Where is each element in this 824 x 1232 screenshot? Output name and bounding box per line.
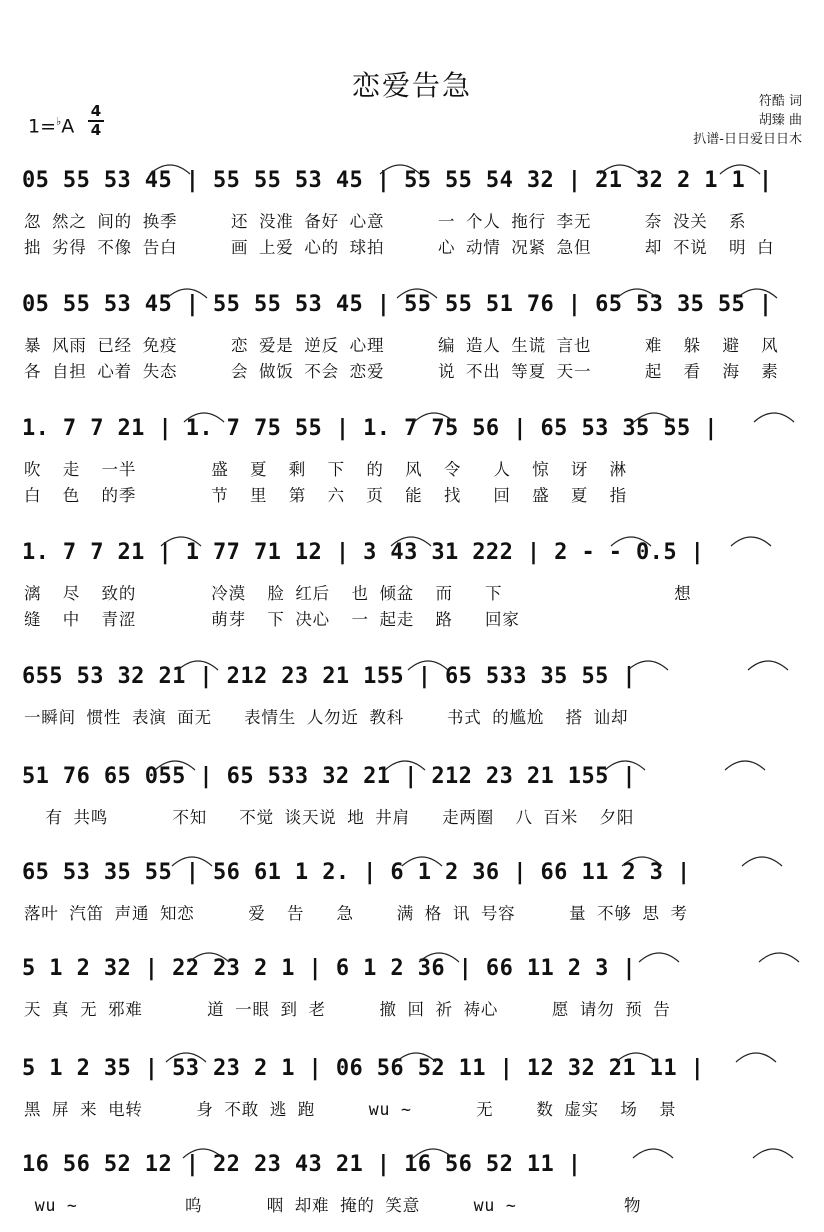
slur-marks (0, 1138, 824, 1162)
slur-arc (172, 857, 212, 866)
note-line: 5 1 2 32 | 22 23 2 1 | 6 1 2 36 | 66 11 2 3 | (22, 956, 637, 981)
lyric-line-1: 吹 走 一半 盛 夏 剩 下 的 风 令 人 惊 讶 淋 (24, 460, 627, 479)
transcriber: 扒谱-日日爱日日木 (693, 132, 802, 147)
composer: 胡臻 曲 (758, 113, 802, 128)
lyric-line-1: wu ~ 呜 咽 却难 掩的 笑意 wu ~ 物 (24, 1196, 642, 1215)
slur-arc (183, 1149, 223, 1158)
note-line: 16 56 52 12 | 22 23 43 21 | 16 56 52 11 | (22, 1152, 582, 1177)
lyric-line-2: 白 色 的季 节 里 第 六 页 能 找 回 盛 夏 指 (24, 486, 627, 505)
lyric-line-1: 漓 尽 致的 冷漠 脸 红后 也 倾盆 而 下 想 (24, 584, 692, 603)
note-line: 5 1 2 35 | 53 23 2 1 | 06 56 52 11 | 12 32 21 11 | (22, 1056, 705, 1081)
slur-arc (634, 413, 674, 422)
slur-arc (616, 1053, 656, 1062)
time-signature-unit: 4 (90, 121, 102, 139)
lyric-line-1: 一瞬间 惯性 表演 面无 表情生 人勿近 教科 书式 的尴尬 搭 讪却 (24, 708, 629, 727)
slur-arc (166, 1053, 206, 1062)
slur-arc (397, 289, 437, 298)
slur-arc (748, 661, 788, 670)
slur-marks (0, 402, 824, 426)
slur-marks (0, 846, 824, 870)
slur-arc (396, 1053, 436, 1062)
slur-marks (0, 526, 824, 550)
slur-arc (753, 1149, 793, 1158)
slur-arc (413, 1149, 453, 1158)
time-signature (86, 103, 106, 139)
slur-arc (639, 953, 679, 962)
slur-arc (605, 761, 645, 770)
slur-arc (385, 761, 425, 770)
lyric-line-1: 天 真 无 邪难 道 一眼 到 老 撤 回 祈 祷心 愿 请勿 预 告 (24, 1000, 671, 1019)
slur-arc (167, 289, 207, 298)
slur-marks (0, 650, 824, 674)
lyric-line-1: 忽 然之 间的 换季 还 没准 备好 心意 一 个人 拖行 李无 奈 没关 系 (24, 212, 747, 231)
slur-arc (408, 661, 448, 670)
key-signature: 1=♭A (28, 115, 75, 138)
slur-arc (628, 661, 668, 670)
slur-arc (402, 857, 442, 866)
slur-arc (380, 165, 420, 174)
note-line: 1. 7 7 21 | 1 77 71 12 | 3 43 31 222 | 2 - - 0.5 | (22, 540, 705, 565)
slur-arc (725, 761, 765, 770)
note-line: 51 76 65 055 | 65 533 32 21 | 212 23 21 155 | (22, 764, 637, 789)
slur-arc (611, 537, 651, 546)
note-line: 655 53 32 21 | 212 23 21 155 | 65 533 35 55 | (22, 664, 637, 689)
slur-arc (189, 953, 229, 962)
slur-arc (617, 289, 657, 298)
lyricist: 符酷 词 (758, 94, 802, 109)
slur-arc (754, 413, 794, 422)
slur-arc (184, 413, 224, 422)
slur-arc (720, 165, 760, 174)
lyric-line-2: 各 自担 心着 失态 会 做饭 不会 恋爱 说 不出 等夏 天一 起 看 海 素 (24, 362, 779, 381)
slur-marks (0, 1042, 824, 1066)
lyric-line-1: 有 共鸣 不知 不觉 谈天说 地 井肩 走两圈 八 百米 夕阳 (24, 808, 635, 827)
slur-arc (737, 289, 777, 298)
slur-marks (0, 942, 824, 966)
slur-arc (759, 953, 799, 962)
slur-arc (161, 537, 201, 546)
note-line: 05 55 53 45 | 55 55 53 45 | 55 55 54 32 | 21 32 2 1 1 | (22, 168, 773, 193)
slur-arc (742, 857, 782, 866)
credits (693, 92, 802, 149)
lyric-line-2: 拙 劣得 不像 告白 画 上爱 心的 球拍 心 动情 况紧 急但 却 不说 明 白 (24, 238, 775, 257)
slur-arc (736, 1053, 776, 1062)
flat-sign: ♭ (56, 115, 62, 128)
time-signature-beats: 4 (90, 102, 102, 120)
slur-arc (633, 1149, 673, 1158)
slur-arc (731, 537, 771, 546)
slur-arc (414, 413, 454, 422)
note-line: 1. 7 7 21 | 1. 7 75 55 | 1. 7 75 56 | 65 53 35 55 | (22, 416, 718, 441)
slur-arc (419, 953, 459, 962)
slur-marks (0, 154, 824, 178)
lyric-line-1: 黑 屏 来 电转 身 不敢 逃 跑 wu ~ 无 数 虚实 场 景 (24, 1100, 677, 1119)
lyric-line-1: 落叶 汽笛 声通 知恋 爱 告 急 满 格 讯 号容 量 不够 思 考 (24, 904, 688, 923)
slur-arc (178, 661, 218, 670)
slur-marks (0, 278, 824, 302)
note-line: 05 55 53 45 | 55 55 53 45 | 55 55 51 76 | 65 53 35 55 | (22, 292, 773, 317)
song-title: 恋爱告急 (351, 69, 472, 102)
slur-marks (0, 750, 824, 774)
slur-arc (600, 165, 640, 174)
lyric-line-1: 暴 风雨 已经 免疫 恋 爱是 逆反 心理 编 造人 生谎 言也 难 躲 避 风 (24, 336, 779, 355)
slur-arc (155, 761, 195, 770)
slur-arc (150, 165, 190, 174)
note-line: 65 53 35 55 | 56 61 1 2. | 6 1 2 36 | 66 11 2 3 | (22, 860, 691, 885)
slur-arc (391, 537, 431, 546)
lyric-line-2: 缝 中 青涩 萌芽 下 决心 一 起走 路 回家 (24, 610, 520, 629)
slur-arc (622, 857, 662, 866)
